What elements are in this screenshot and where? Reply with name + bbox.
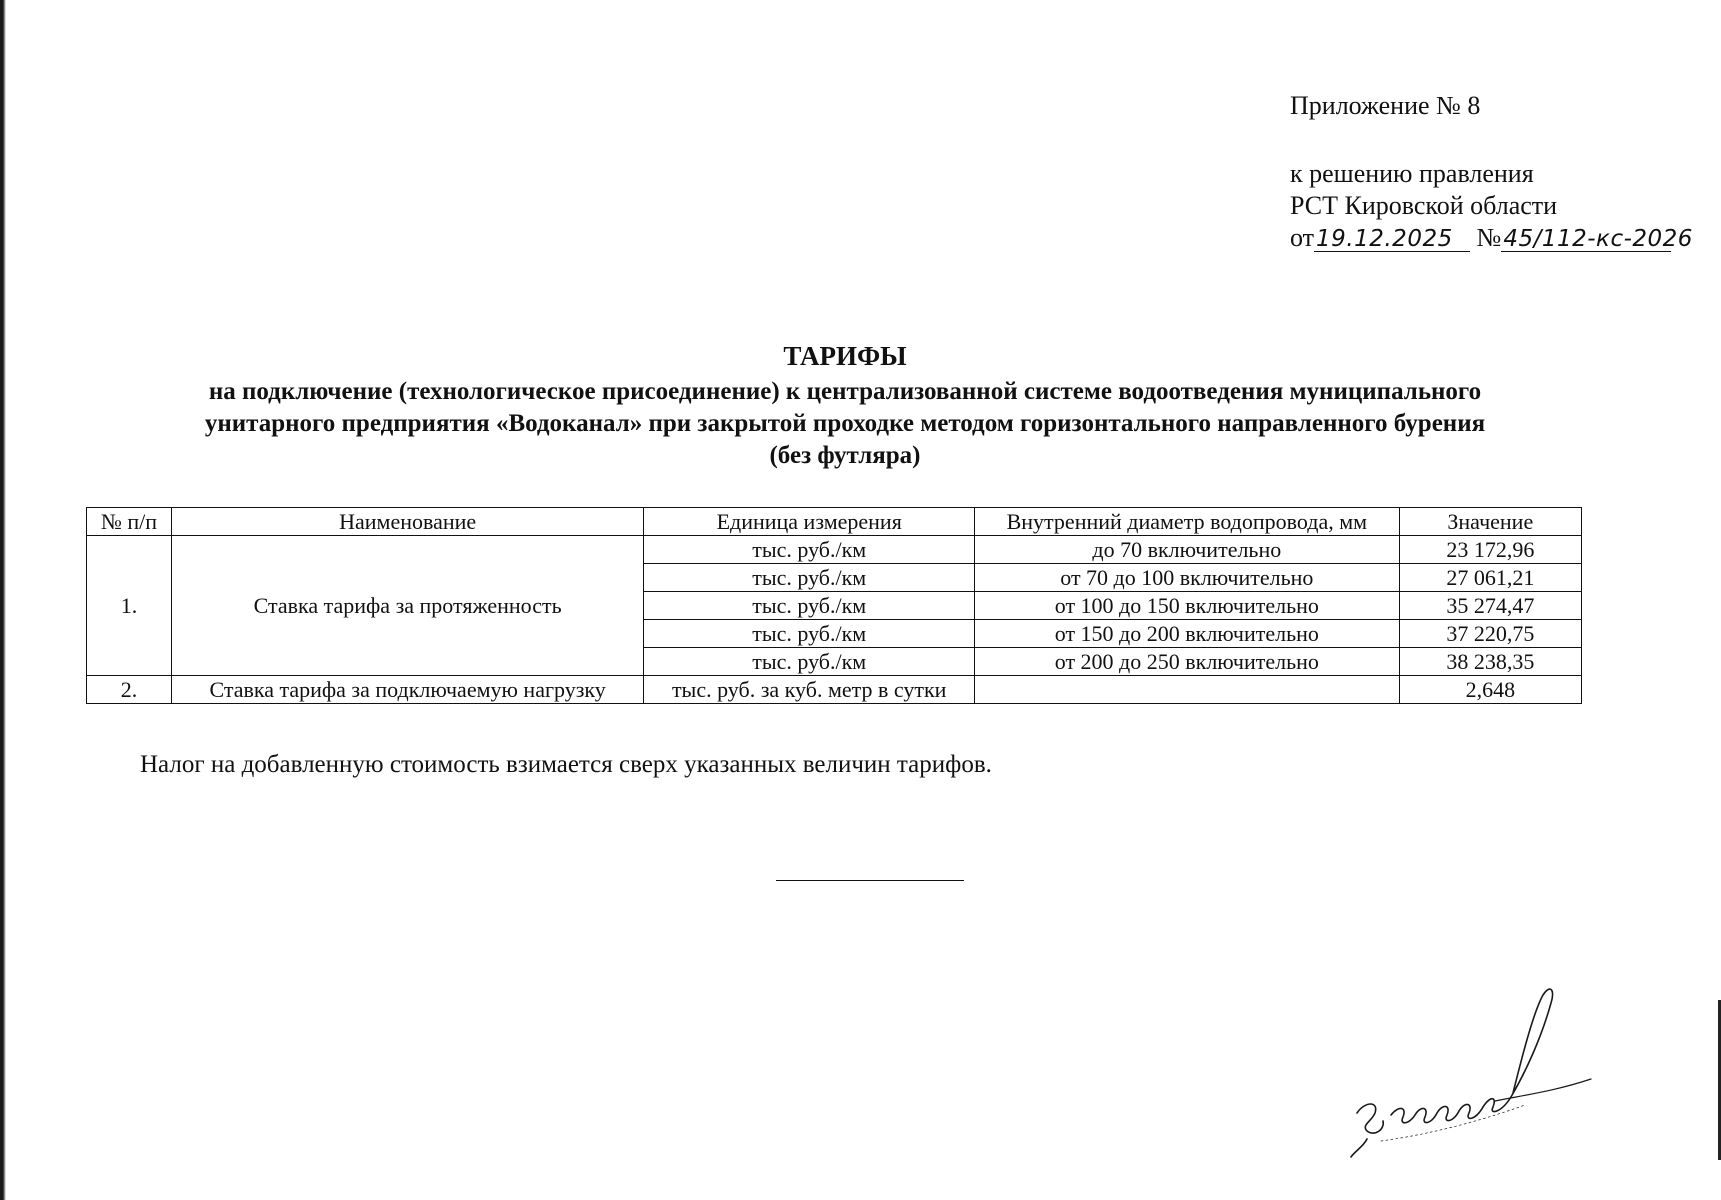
diameter-cell	[975, 676, 1400, 704]
diameter-cell: от 100 до 150 включительно	[975, 592, 1400, 620]
appendix-date-line	[1290, 222, 1710, 254]
appendix-decision-line: к решению правления	[1290, 159, 1534, 188]
number-prefix: №	[1476, 223, 1502, 252]
unit-cell: тыс. руб. за куб. метр в сутки	[644, 676, 975, 704]
row-name-cell: Ставка тарифа за подключаемую нагрузку	[171, 676, 644, 704]
document-heading	[60, 340, 1630, 472]
document-subtitle-line: унитарного предприятия «Водоканал» при закрытой проходке методом горизонтального направленного бурения	[204, 410, 1486, 437]
unit-cell: тыс. руб./км	[644, 592, 975, 620]
column-header-value: Значение	[1399, 508, 1581, 536]
handwritten-date: 19.12.2025	[1314, 227, 1470, 252]
diameter-cell: до 70 включительно	[975, 536, 1400, 564]
row-number-cell: 1.	[87, 536, 172, 676]
handwritten-number: 45/112-кс-2026	[1503, 226, 1693, 252]
signature	[1345, 965, 1625, 1165]
column-header-unit: Единица измерения	[644, 508, 975, 536]
table-row	[87, 536, 1582, 564]
column-header-name: Наименование	[171, 508, 644, 536]
diameter-cell: от 70 до 100 включительно	[975, 564, 1400, 592]
value-cell: 38 238,35	[1399, 648, 1581, 676]
document-subtitle-line: (без футляра)	[769, 442, 921, 469]
document-title: ТАРИФЫ	[783, 341, 907, 371]
value-cell: 35 274,47	[1399, 592, 1581, 620]
end-divider	[776, 880, 964, 881]
value-cell: 37 220,75	[1399, 620, 1581, 648]
diameter-cell: от 200 до 250 включительно	[975, 648, 1400, 676]
scan-edge	[0, 0, 6, 1200]
unit-cell: тыс. руб./км	[644, 648, 975, 676]
column-header-number: № п/п	[87, 508, 172, 536]
unit-cell: тыс. руб./км	[644, 564, 975, 592]
appendix-authority-line: РСТ Кировской области	[1290, 191, 1558, 220]
row-number-cell: 2.	[87, 676, 172, 704]
row-name-cell: Ставка тарифа за протяженность	[171, 536, 644, 676]
vat-note: Налог на добавленную стоимость взимается сверх указанных величин тарифов.	[140, 751, 992, 778]
date-prefix: от	[1290, 223, 1315, 252]
tariff-table	[86, 507, 1582, 704]
value-cell: 23 172,96	[1399, 536, 1581, 564]
table-row	[87, 676, 1582, 704]
column-header-diameter: Внутренний диаметр водопровода, мм	[975, 508, 1400, 536]
appendix-title: Приложение № 8	[1290, 91, 1481, 120]
diameter-cell: от 150 до 200 включительно	[975, 620, 1400, 648]
value-cell: 27 061,21	[1399, 564, 1581, 592]
document-subtitle-line: на подключение (технологическое присоединение) к централизованной системе водоотведения муниципального	[208, 378, 1482, 405]
value-cell: 2,648	[1399, 676, 1581, 704]
unit-cell: тыс. руб./км	[644, 620, 975, 648]
appendix-block	[1290, 90, 1710, 254]
unit-cell: тыс. руб./км	[644, 536, 975, 564]
table-header-row	[87, 508, 1582, 536]
